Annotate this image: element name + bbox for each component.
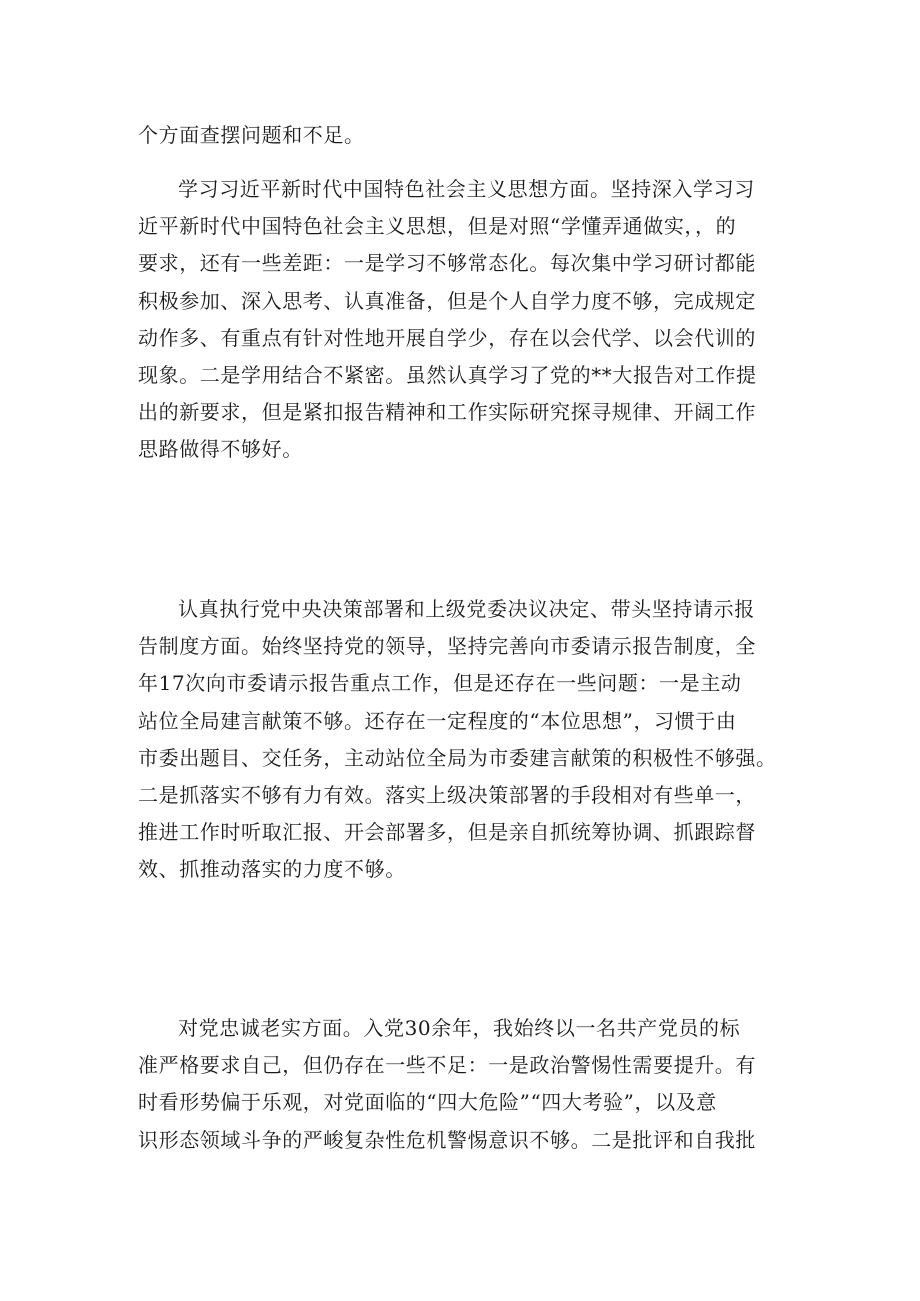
text-line: 市委出题目、交任务，主动站位全局为市委建言献策的积极性不够强。: [138, 745, 777, 770]
text-line: 二是抓落实不够有力有效。落实上级决策部署的手段相对有些单一，: [138, 783, 756, 808]
paragraph-study-thought: [138, 171, 788, 469]
text-line: 对党忠诚老实方面。入党30余年，我始终以一名共产党员的标: [178, 1016, 741, 1040]
text-line: 推进工作时听取汇报、开会部署多，但是亲自抓统筹协调、抓跟踪督: [138, 820, 756, 845]
text-line: 时看形势偏于乐观，对党面临的“四大危险”“四大考验”，以及意: [138, 1090, 717, 1115]
text-line: 告制度方面。始终坚持党的领导，坚持完善向市委请示报告制度，全: [138, 634, 756, 659]
text-line: 学习习近平新时代中国特色社会主义思想方面。坚持深入学习习: [178, 177, 755, 201]
paragraph-party-loyalty: [138, 1010, 788, 1159]
text-line: 识形态领域斗争的严峻复杂性危机警惕意识不够。二是批评和自我批: [138, 1127, 756, 1152]
text-line: 准严格要求自己，但仍存在一些不足：一是政治警惕性需要提升。有: [138, 1053, 756, 1078]
text-line: 积极参加、深入思考、认真准备，但是个人自学力度不够，完成规定: [138, 288, 756, 313]
text-line: 出的新要求，但是紧扣报告精神和工作实际研究探寻规律、开阔工作: [138, 400, 756, 425]
text-line: 年17次向市委请示报告重点工作，但是还存在一些问题：一是主动: [138, 671, 742, 696]
text-line: 要求，还有一些差距：一是学习不够常态化。每次集中学习研讨都能: [138, 251, 756, 276]
text-line: 动作多、有重点有针对性地开展自学少，存在以会代学、以会代训的: [138, 325, 756, 350]
paragraph-execute-decisions: [138, 591, 788, 889]
text-line: 认真执行党中央决策部署和上级党委决议决定、带头坚持请示报: [178, 597, 755, 621]
text-line: 思路做得不够好。: [138, 437, 303, 462]
text-line: 站位全局建言献策不够。还存在一定程度的“本位思想”，习惯于由: [138, 708, 737, 733]
text-line: 效、抓推动落实的力度不够。: [138, 857, 406, 882]
paragraph-continuation: [138, 117, 788, 154]
text-line: 现象。二是学用结合不紧密。虽然认真学习了党的**大报告对工作提: [138, 363, 757, 388]
text-line: 个方面查摆问题和不足。: [138, 123, 365, 147]
text-line: 近平新时代中国特色社会主义思想，但是对照“学懂弄通做实，，的: [138, 214, 737, 239]
